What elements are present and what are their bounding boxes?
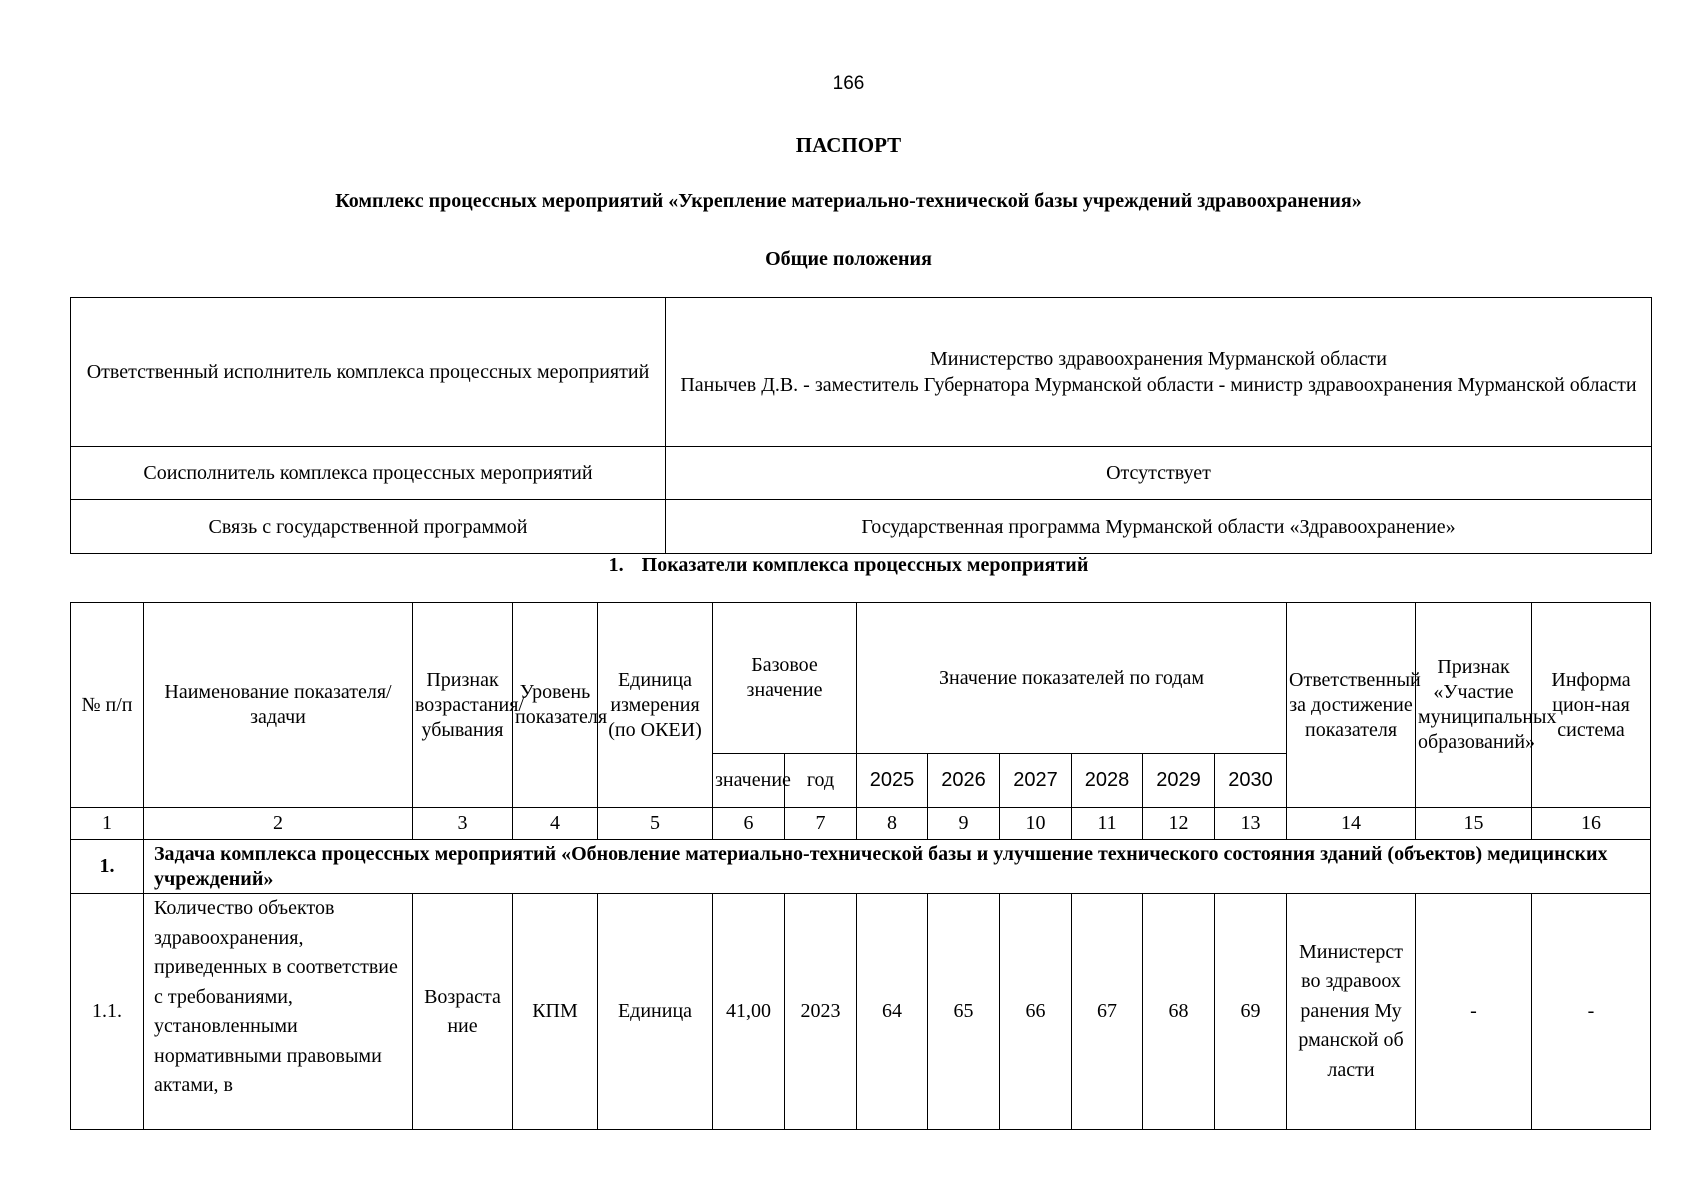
indicator-value-2025: 64 (857, 894, 928, 1130)
header-row-1 (71, 603, 1651, 754)
indicator-value-2026: 65 (928, 894, 1000, 1130)
section1-number: 1. (608, 554, 624, 576)
responsible-ministry: Министерство здравоохранения Мурманской области (930, 348, 1387, 370)
indicator-number: 1.1. (71, 894, 144, 1130)
column-number: 5 (598, 808, 713, 840)
header-infosys: Информа цион-ная система (1532, 603, 1651, 808)
task-number: 1. (71, 840, 144, 894)
indicator-name: Количество объектов здравоохранения, приведенных в соответствие с требованиями, установленными нормативными правовыми актами, в (144, 894, 413, 1130)
header-year-2028: 2028 (1072, 754, 1143, 808)
header-name: Наименование показателя/задачи (144, 603, 413, 808)
header-year-2027: 2027 (1000, 754, 1072, 808)
coexecutor-row (71, 447, 1652, 500)
column-number: 1 (71, 808, 144, 840)
column-number: 14 (1287, 808, 1416, 840)
header-level: Уровень показателя (513, 603, 598, 808)
task-text: Задача комплекса процессных мероприятий «Обновление материально-технической базы и улучшение технического состояния зданий (объектов) медицинских учреждений» (144, 840, 1651, 894)
column-number: 16 (1532, 808, 1651, 840)
column-number: 15 (1416, 808, 1532, 840)
column-number: 2 (144, 808, 413, 840)
column-number: 8 (857, 808, 928, 840)
header-num: № п/п (71, 603, 144, 808)
column-number: 9 (928, 808, 1000, 840)
column-number: 6 (713, 808, 785, 840)
responsible-label-text: Ответственный исполнитель комплекса процессных мероприятий (86, 361, 650, 383)
column-number: 10 (1000, 808, 1072, 840)
program-link-value: Государственная программа Мурманской области «Здравоохранение» (666, 500, 1652, 554)
column-number: 4 (513, 808, 598, 840)
indicator-value-2028: 67 (1072, 894, 1143, 1130)
document-subtitle: Комплекс процессных мероприятий «Укрепление материально-технической базы учреждений здравоохранения» (335, 190, 1362, 212)
indicator-value-2027: 66 (1000, 894, 1072, 1130)
document-title: ПАСПОРТ (795, 133, 902, 157)
column-number: 12 (1143, 808, 1215, 840)
program-link-row (71, 500, 1652, 554)
indicator-infosys: - (1532, 894, 1651, 1130)
coexecutor-value: Отсутствует (666, 447, 1652, 500)
indicators-table (70, 602, 1651, 1130)
page-number: 166 (832, 73, 865, 94)
general-section-title: Общие положения (765, 248, 932, 270)
column-number: 7 (785, 808, 857, 840)
header-trend: Признак возрастания/ убывания (413, 603, 513, 808)
task-row (71, 840, 1651, 894)
indicator-value-2030: 69 (1215, 894, 1287, 1130)
header-responsible: Ответственный за достижение показателя (1287, 603, 1416, 808)
header-year-2025: 2025 (857, 754, 928, 808)
section1-title: Показатели комплекса процессных мероприятий (641, 554, 1089, 576)
column-number: 13 (1215, 808, 1287, 840)
indicator-base-value: 41,00 (713, 894, 785, 1130)
column-number: 3 (413, 808, 513, 840)
section1-heading (0, 554, 1697, 577)
indicator-trend: Возрастание (413, 894, 513, 1130)
header-municipal: Признак «Участие муниципальных образований» (1416, 603, 1532, 808)
indicator-unit: Единица (598, 894, 713, 1130)
indicator-row (71, 894, 1651, 1130)
indicator-municipal: - (1416, 894, 1532, 1130)
header-base-year: год (785, 754, 857, 808)
header-base: Базовое значение (713, 603, 857, 754)
header-years: Значение показателей по годам (857, 603, 1287, 754)
header-unit: Единица измерения (по ОКЕИ) (598, 603, 713, 808)
coexecutor-label: Соисполнитель комплекса процессных мероприятий (71, 447, 666, 500)
header-year-2030: 2030 (1215, 754, 1287, 808)
indicator-base-year: 2023 (785, 894, 857, 1130)
program-link-label: Связь с государственной программой (71, 500, 666, 554)
column-number: 11 (1072, 808, 1143, 840)
indicator-level: КПМ (513, 894, 598, 1130)
responsible-row (71, 298, 1652, 447)
header-year-2026: 2026 (928, 754, 1000, 808)
responsible-label (71, 298, 666, 447)
responsible-value (666, 298, 1652, 447)
header-year-2029: 2029 (1143, 754, 1215, 808)
responsible-person: Панычев Д.В. - заместитель Губернатора Мурманской области - министр здравоохранения Мурманской области (680, 374, 1637, 396)
column-numbers-row (71, 808, 1651, 840)
general-provisions-table (70, 297, 1652, 554)
indicator-value-2029: 68 (1143, 894, 1215, 1130)
header-base-value: значение (713, 754, 785, 808)
indicator-responsible: Министерство здравоохранения Мурманской области (1287, 894, 1416, 1130)
